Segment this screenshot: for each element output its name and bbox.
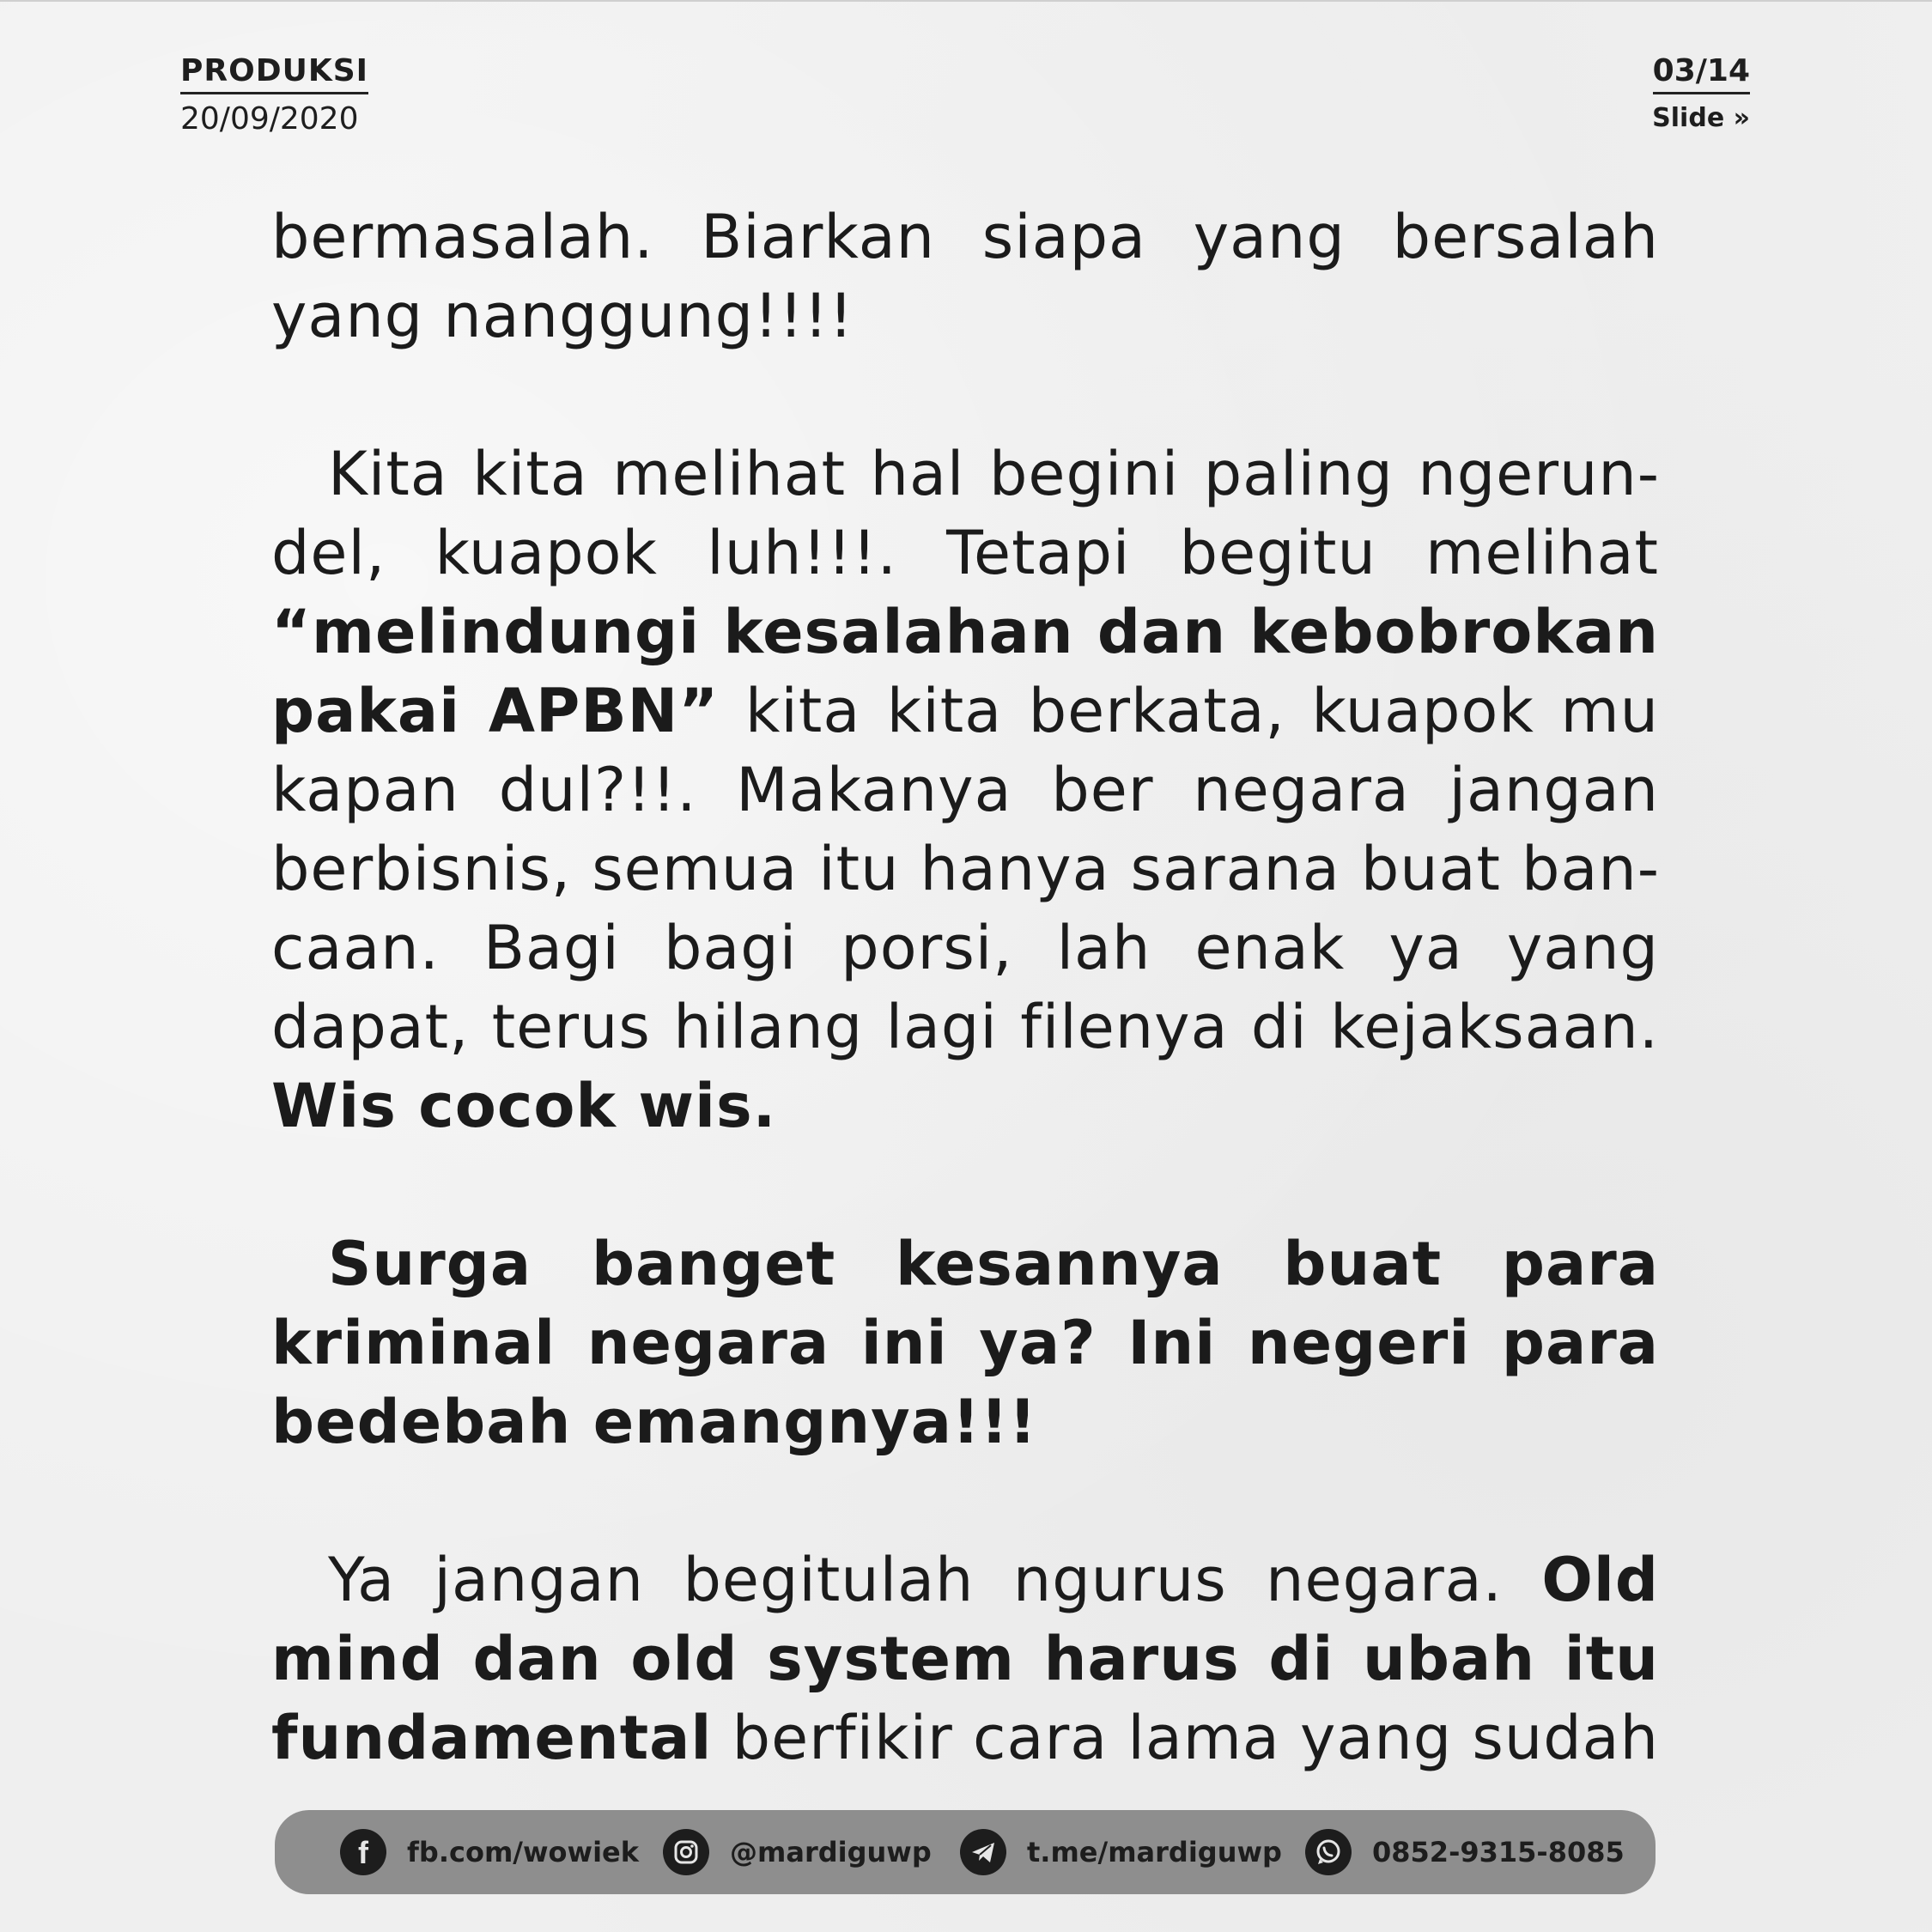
paragraph-4 (271, 1540, 1659, 1777)
telegram-icon (960, 1829, 1006, 1875)
social-footer (275, 1810, 1656, 1894)
social-whatsapp[interactable] (1305, 1829, 1625, 1875)
page-counter: 03/14 (1653, 53, 1750, 94)
social-telegram[interactable] (960, 1829, 1282, 1875)
paragraph-2-emphasis: “melindungi kesalahan dan kebobrokan pakai APBN” (271, 597, 1659, 746)
paragraph-4-emphasis: Old mind dan old system harus di ubah itu fundamental (271, 1545, 1659, 1773)
whatsapp-number[interactable]: 0852-9315-8085 (1372, 1836, 1625, 1868)
instagram-handle[interactable]: @mardiguwp (730, 1836, 932, 1868)
header-right (1652, 53, 1750, 133)
paragraph-2-text-a: Kita kita melihat hal begini paling ngerundel, kuapok luh!!!. Tetapi begitu melihat (271, 439, 1659, 588)
facebook-link[interactable]: fb.com/wowiek (407, 1836, 640, 1868)
paragraph-4-text-c: berfikir cara lama yang sudah (712, 1703, 1659, 1773)
paragraph-4-text-a: Ya jangan begitulah ngurus negara. (328, 1545, 1542, 1615)
paragraph-3-bold: Surga banget kesannya buat para kriminal negara ini ya? Ini negeri para bedebah emangnya!!! (271, 1229, 1659, 1457)
paragraph-1: bermasalah. Biarkan siapa yang bersalah yang nanggung!!!! (271, 202, 1659, 351)
category-label: PRODUKSI (180, 53, 368, 94)
post-date: 20/09/2020 (180, 101, 359, 137)
telegram-link[interactable]: t.me/mardiguwp (1027, 1836, 1282, 1868)
social-facebook[interactable] (340, 1829, 639, 1875)
whatsapp-icon (1305, 1829, 1352, 1875)
instagram-icon (663, 1829, 709, 1875)
header-left (180, 53, 368, 137)
article-body (271, 197, 1659, 1856)
paragraph-3 (271, 1224, 1659, 1461)
paragraph-2 (271, 434, 1659, 1145)
top-border (0, 0, 1932, 2)
slide-next-indicator[interactable]: Slide » (1652, 103, 1750, 133)
paragraph-2-text-c: kita kita berkata, kuapok mu kapan dul?!!. Makanya ber negara jangan berbisnis, semua itu hanya sarana buat bancaan. Bagi bagi porsi, lah enak ya yang dapat, terus hilang lagi filenya di kejaksaan. (271, 676, 1660, 1062)
facebook-icon (340, 1829, 386, 1875)
svg-text:f: f (358, 1835, 368, 1870)
social-instagram[interactable] (663, 1829, 932, 1875)
paragraph-2-closing: Wis cocok wis. (271, 1071, 777, 1141)
